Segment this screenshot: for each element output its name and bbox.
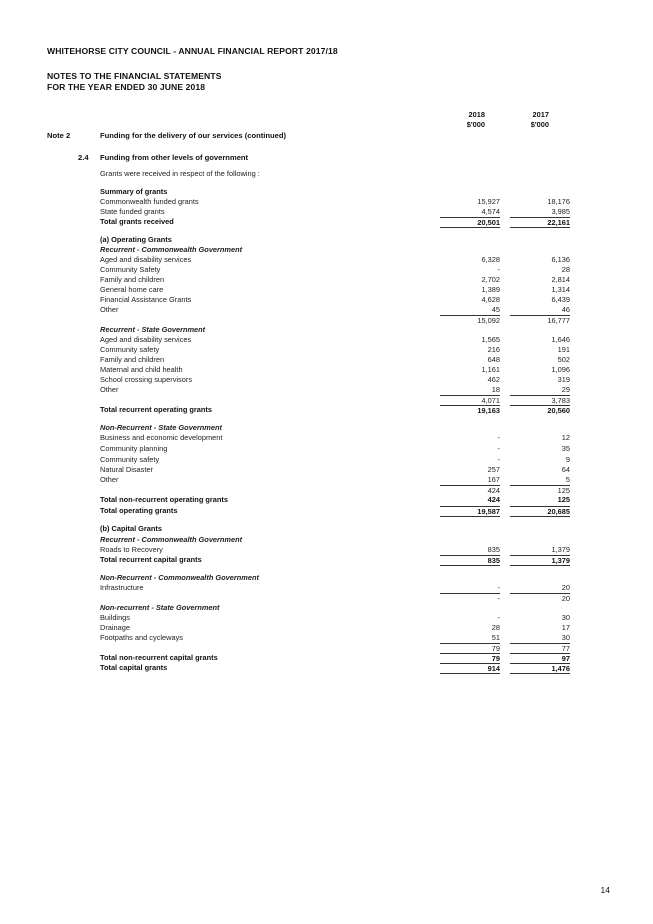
value-2017: 1,314 — [551, 285, 570, 294]
table-row — [100, 433, 570, 444]
value-2017: 319 — [557, 375, 570, 384]
value-2018: 914 — [440, 663, 500, 674]
value-2018: 28 — [491, 623, 500, 632]
column-unit-2018: $'000 — [466, 120, 485, 129]
value-2017: 28 — [561, 265, 570, 274]
section-number: 2.4 — [78, 153, 89, 162]
page-number: 14 — [600, 885, 610, 895]
row-label: Other — [100, 305, 119, 314]
value-2018: - — [497, 613, 500, 622]
value-2018: 424 — [487, 495, 500, 504]
row-label: Community safety — [100, 455, 160, 464]
value-2017: 2,814 — [551, 275, 570, 284]
row-label: Family and children — [100, 355, 165, 364]
value-2018: 167 — [487, 475, 500, 484]
value-2017: 1,379 — [510, 555, 570, 566]
value-2018: 216 — [487, 345, 500, 354]
table-row — [100, 555, 570, 566]
row-label: Total recurrent operating grants — [100, 405, 212, 414]
value-2018: 51 — [491, 633, 500, 642]
row-label: Aged and disability services — [100, 255, 192, 264]
value-2018: 79 — [440, 643, 500, 653]
value-2018: 4,628 — [481, 295, 500, 304]
row-label: Natural Disaster — [100, 465, 153, 474]
row-label: Recurrent - State Government — [100, 325, 206, 334]
value-2017: 1,646 — [551, 335, 570, 344]
value-2017: 35 — [561, 444, 570, 453]
value-2017: 6,136 — [551, 255, 570, 264]
value-2017: 30 — [561, 633, 570, 642]
value-2018: 257 — [487, 465, 500, 474]
row-label: State funded grants — [100, 207, 165, 216]
value-2018: - — [440, 593, 500, 603]
row-label: School crossing supervisors — [100, 375, 193, 384]
row-label: Business and economic development — [100, 433, 223, 442]
table-row — [100, 524, 570, 535]
row-label: Total operating grants — [100, 506, 178, 515]
value-2018: 4,071 — [440, 395, 500, 405]
value-2018: - — [497, 433, 500, 442]
notes-heading: NOTES TO THE FINANCIAL STATEMENTS — [47, 71, 222, 81]
value-2018: 2,702 — [481, 275, 500, 284]
row-label: Recurrent - Commonwealth Government — [100, 245, 243, 254]
value-2017: 77 — [510, 643, 570, 653]
value-2017: 20 — [561, 583, 570, 592]
row-label: Aged and disability services — [100, 335, 192, 344]
row-label: Drainage — [100, 623, 130, 632]
value-2018: 15,092 — [440, 315, 500, 325]
value-2017: 18,176 — [547, 197, 570, 206]
value-2017: 3,783 — [510, 395, 570, 405]
value-2018: 18 — [491, 385, 500, 394]
value-2017: 9 — [565, 455, 570, 464]
value-2018: 1,565 — [481, 335, 500, 344]
row-label: Other — [100, 475, 119, 484]
value-2017: 191 — [557, 345, 570, 354]
table-row — [100, 506, 570, 517]
row-label: Total non-recurrent operating grants — [100, 495, 228, 504]
value-2017: 125 — [557, 495, 570, 504]
value-2017: 502 — [557, 355, 570, 364]
value-2018: 835 — [487, 545, 500, 554]
value-2018: - — [497, 583, 500, 592]
row-label: Financial Assistance Grants — [100, 295, 192, 304]
row-label: Other — [100, 385, 119, 394]
value-2017: 20 — [510, 593, 570, 603]
table-row — [100, 495, 570, 506]
value-2017: 30 — [561, 613, 570, 622]
value-2017: 3,985 — [551, 207, 570, 216]
column-year-2018: 2018 — [468, 110, 485, 119]
intro-text: Grants were received in respect of the following : — [100, 169, 260, 178]
value-2017: 20,685 — [510, 506, 570, 517]
row-label: Total recurrent capital grants — [100, 555, 202, 564]
value-2018: 1,161 — [481, 365, 500, 374]
value-2017: 12 — [561, 433, 570, 442]
value-2017: 16,777 — [510, 315, 570, 325]
column-year-2017: 2017 — [532, 110, 549, 119]
row-label: Maternal and child health — [100, 365, 183, 374]
value-2018: 462 — [487, 375, 500, 384]
year-heading: FOR THE YEAR ENDED 30 JUNE 2018 — [47, 82, 206, 92]
value-2018: 20,501 — [440, 217, 500, 228]
row-label: Recurrent - Commonwealth Government — [100, 535, 243, 544]
row-label: Buildings — [100, 613, 130, 622]
row-label: Footpaths and cycleways — [100, 633, 183, 642]
value-2018: 1,389 — [481, 285, 500, 294]
value-2018: 79 — [440, 653, 500, 663]
table-row — [100, 217, 570, 228]
table-row — [100, 663, 570, 674]
row-label: Commonwealth funded grants — [100, 197, 199, 206]
value-2017: 17 — [561, 623, 570, 632]
row-label: Total non-recurrent capital grants — [100, 653, 218, 662]
column-unit-2017: $'000 — [530, 120, 549, 129]
value-2018: 6,328 — [481, 255, 500, 264]
value-2017: 1,096 — [551, 365, 570, 374]
row-label: Total capital grants — [100, 663, 168, 672]
value-2018: 15,927 — [477, 197, 500, 206]
value-2017: 6,439 — [551, 295, 570, 304]
value-2017: 22,161 — [510, 217, 570, 228]
row-label: (a) Operating Grants — [100, 235, 172, 244]
value-2017: 46 — [561, 305, 570, 314]
table-row — [100, 405, 570, 416]
row-label: Family and children — [100, 275, 165, 284]
value-2018: - — [497, 455, 500, 464]
row-label: Total grants received — [100, 217, 174, 226]
note-label: Note 2 — [47, 131, 71, 140]
row-label: Non-recurrent - State Government — [100, 603, 220, 612]
value-2017: 64 — [561, 465, 570, 474]
section-title: Funding from other levels of government — [100, 153, 249, 162]
row-label: Non-Recurrent - State Government — [100, 423, 222, 432]
value-2017: 5 — [565, 475, 570, 484]
value-2018: 424 — [440, 485, 500, 495]
row-label: Summary of grants — [100, 187, 168, 196]
value-2018: 19,587 — [440, 506, 500, 517]
value-2017: 1,476 — [510, 663, 570, 674]
row-label: General home care — [100, 285, 164, 294]
value-2018: - — [497, 444, 500, 453]
value-2018: 648 — [487, 355, 500, 364]
value-2018: 835 — [440, 555, 500, 566]
value-2017: 29 — [561, 385, 570, 394]
value-2018: 19,163 — [440, 405, 500, 415]
row-label: Community safety — [100, 345, 160, 354]
row-label: Community Safety — [100, 265, 161, 274]
value-2018: 45 — [491, 305, 500, 314]
row-label: Community planning — [100, 444, 168, 453]
value-2017: 97 — [510, 653, 570, 663]
value-2018: 4,574 — [481, 207, 500, 216]
report-title: WHITEHORSE CITY COUNCIL - ANNUAL FINANCIAL REPORT 2017/18 — [47, 46, 338, 56]
row-label: (b) Capital Grants — [100, 524, 163, 533]
note-title: Funding for the delivery of our services (continued) — [100, 131, 287, 140]
row-label: Infrastructure — [100, 583, 144, 592]
value-2017: 125 — [510, 485, 570, 495]
row-label: Non-Recurrent - Commonwealth Government — [100, 573, 259, 582]
value-2017: 20,560 — [510, 405, 570, 415]
row-label: Roads to Recovery — [100, 545, 163, 554]
value-2018: - — [497, 265, 500, 274]
table-row — [100, 444, 570, 455]
value-2017: 1,379 — [551, 545, 570, 554]
